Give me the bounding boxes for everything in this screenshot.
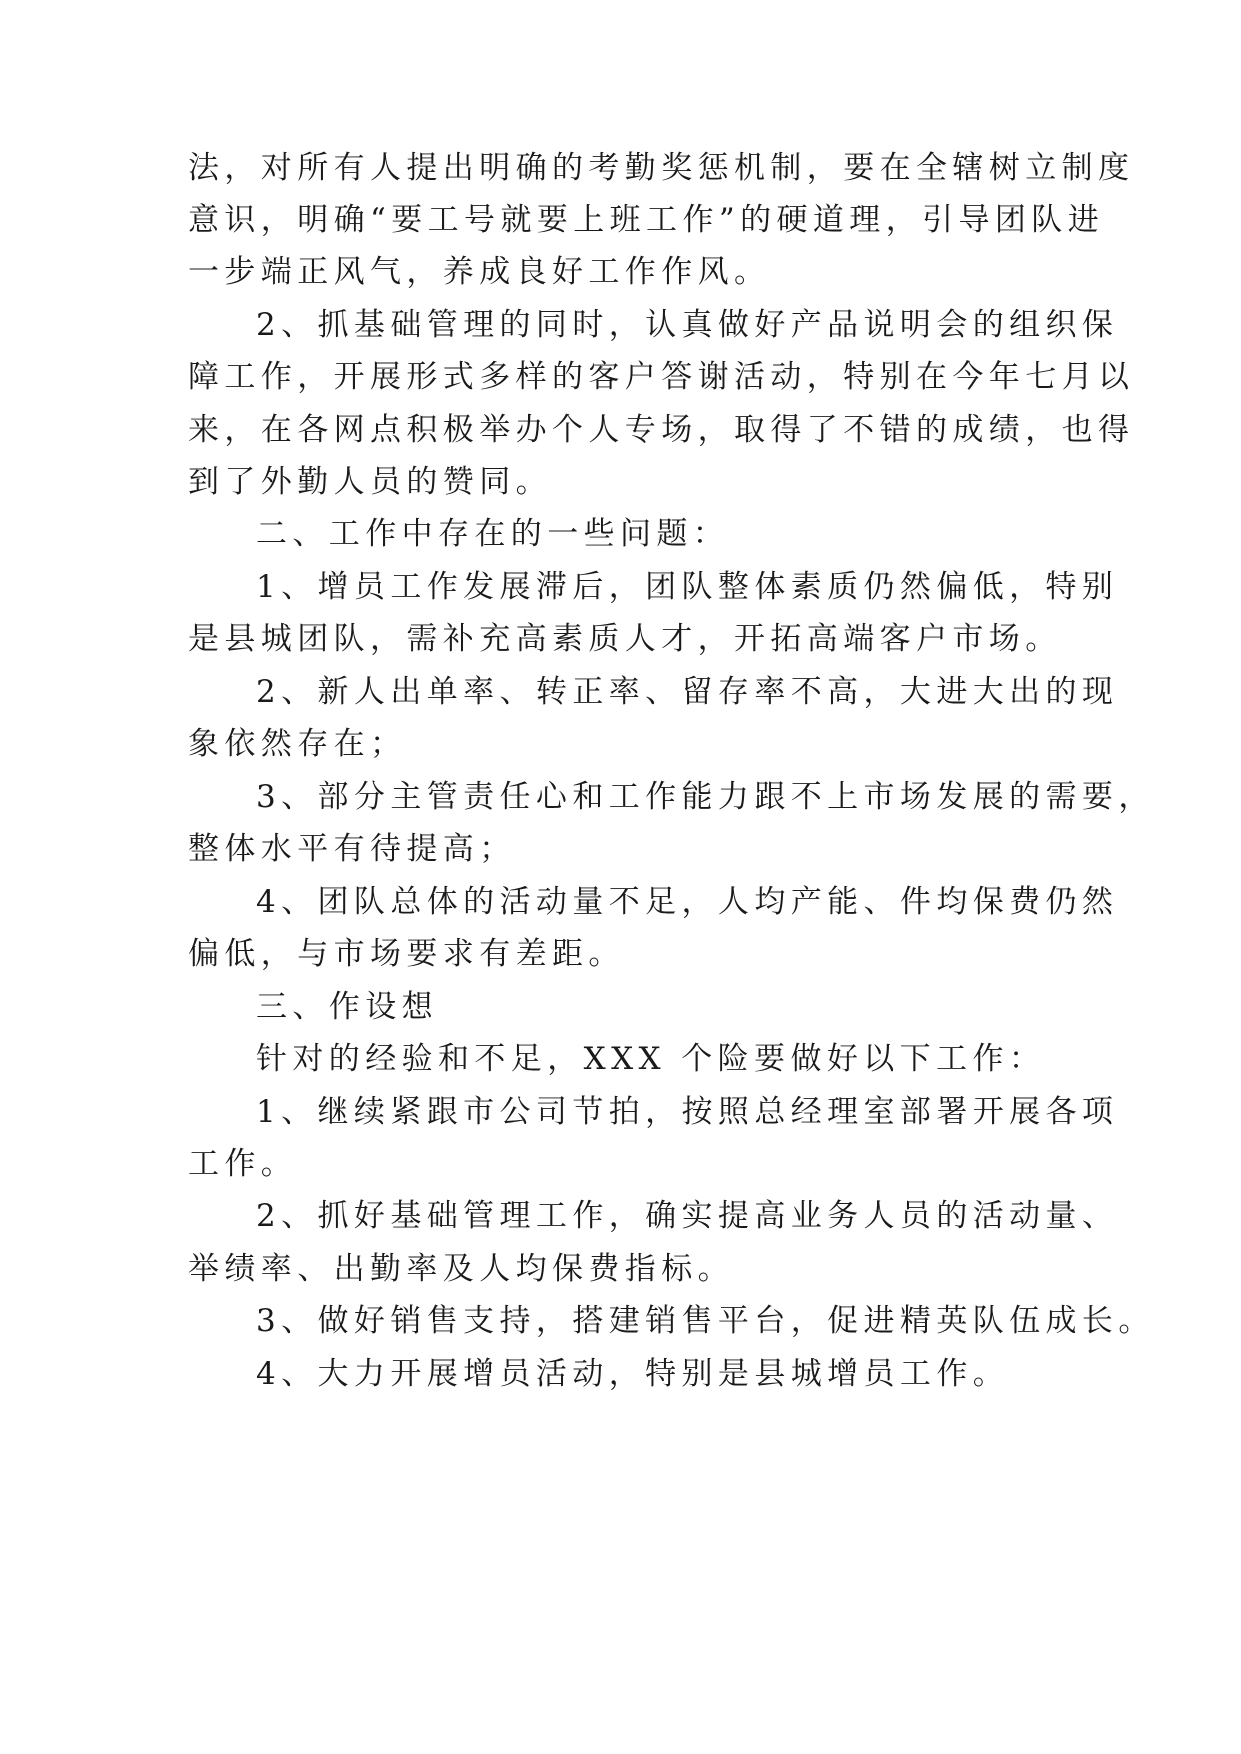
text-line: 象依然存在；: [188, 726, 407, 762]
text-line: 整体水平有待提高；: [188, 831, 516, 867]
paragraph-start: 3、部分主管责任心和工作能力跟不上市场发展的需要，: [256, 779, 1155, 815]
paragraph-start: 4、团队总体的活动量不足，人均产能、件均保费仍然: [256, 884, 1119, 920]
paragraph-start: 针对的经验和不足，XXX 个险要做好以下工作：: [256, 1041, 1046, 1077]
text-line: 法，对所有人提出明确的考勤奖惩机制，要在全辖树立制度: [188, 150, 1135, 186]
text-line: 工作。: [188, 1146, 298, 1182]
text-line: 到了外勤人员的赞同。: [188, 464, 552, 500]
text-line: 障工作，开展形式多样的客户答谢活动，特别在今年七月以: [188, 359, 1135, 395]
paragraph-start: 2、新人出单率、转正率、留存率不高，大进大出的现: [256, 674, 1119, 710]
text-line: 一步端正风气，养成良好工作作风。: [188, 254, 771, 290]
text-line: 来，在各网点积极举办个人专场，取得了不错的成绩，也得: [188, 412, 1135, 448]
section-heading: 三、作设想: [256, 989, 438, 1025]
paragraph-start: 3、做好销售支持，搭建销售平台，促进精英队伍成长。: [256, 1303, 1155, 1339]
paragraph-start: 1、继续紧跟市公司节拍，按照总经理室部署开展各项: [256, 1094, 1119, 1130]
text-line: 举绩率、出勤率及人均保费指标。: [188, 1251, 734, 1287]
paragraph-start: 2、抓基础管理的同时，认真做好产品说明会的组织保: [256, 307, 1119, 343]
paragraph-start: 4、大力开展增员活动，特别是县城增员工作。: [256, 1356, 1010, 1392]
section-heading: 二、工作中存在的一些问题：: [256, 516, 730, 552]
paragraph-start: 2、抓好基础管理工作，确实提高业务人员的活动量、: [256, 1198, 1119, 1234]
text-line: 偏低，与市场要求有差距。: [188, 936, 625, 972]
text-line: 意识，明确“要工号就要上班工作”的硬道理，引导团队进: [188, 202, 1105, 238]
paragraph-start: 1、增员工作发展滞后，团队整体素质仍然偏低，特别: [256, 569, 1119, 605]
text-line: 是县城团队，需补充高素质人才，开拓高端客户市场。: [188, 621, 1062, 657]
